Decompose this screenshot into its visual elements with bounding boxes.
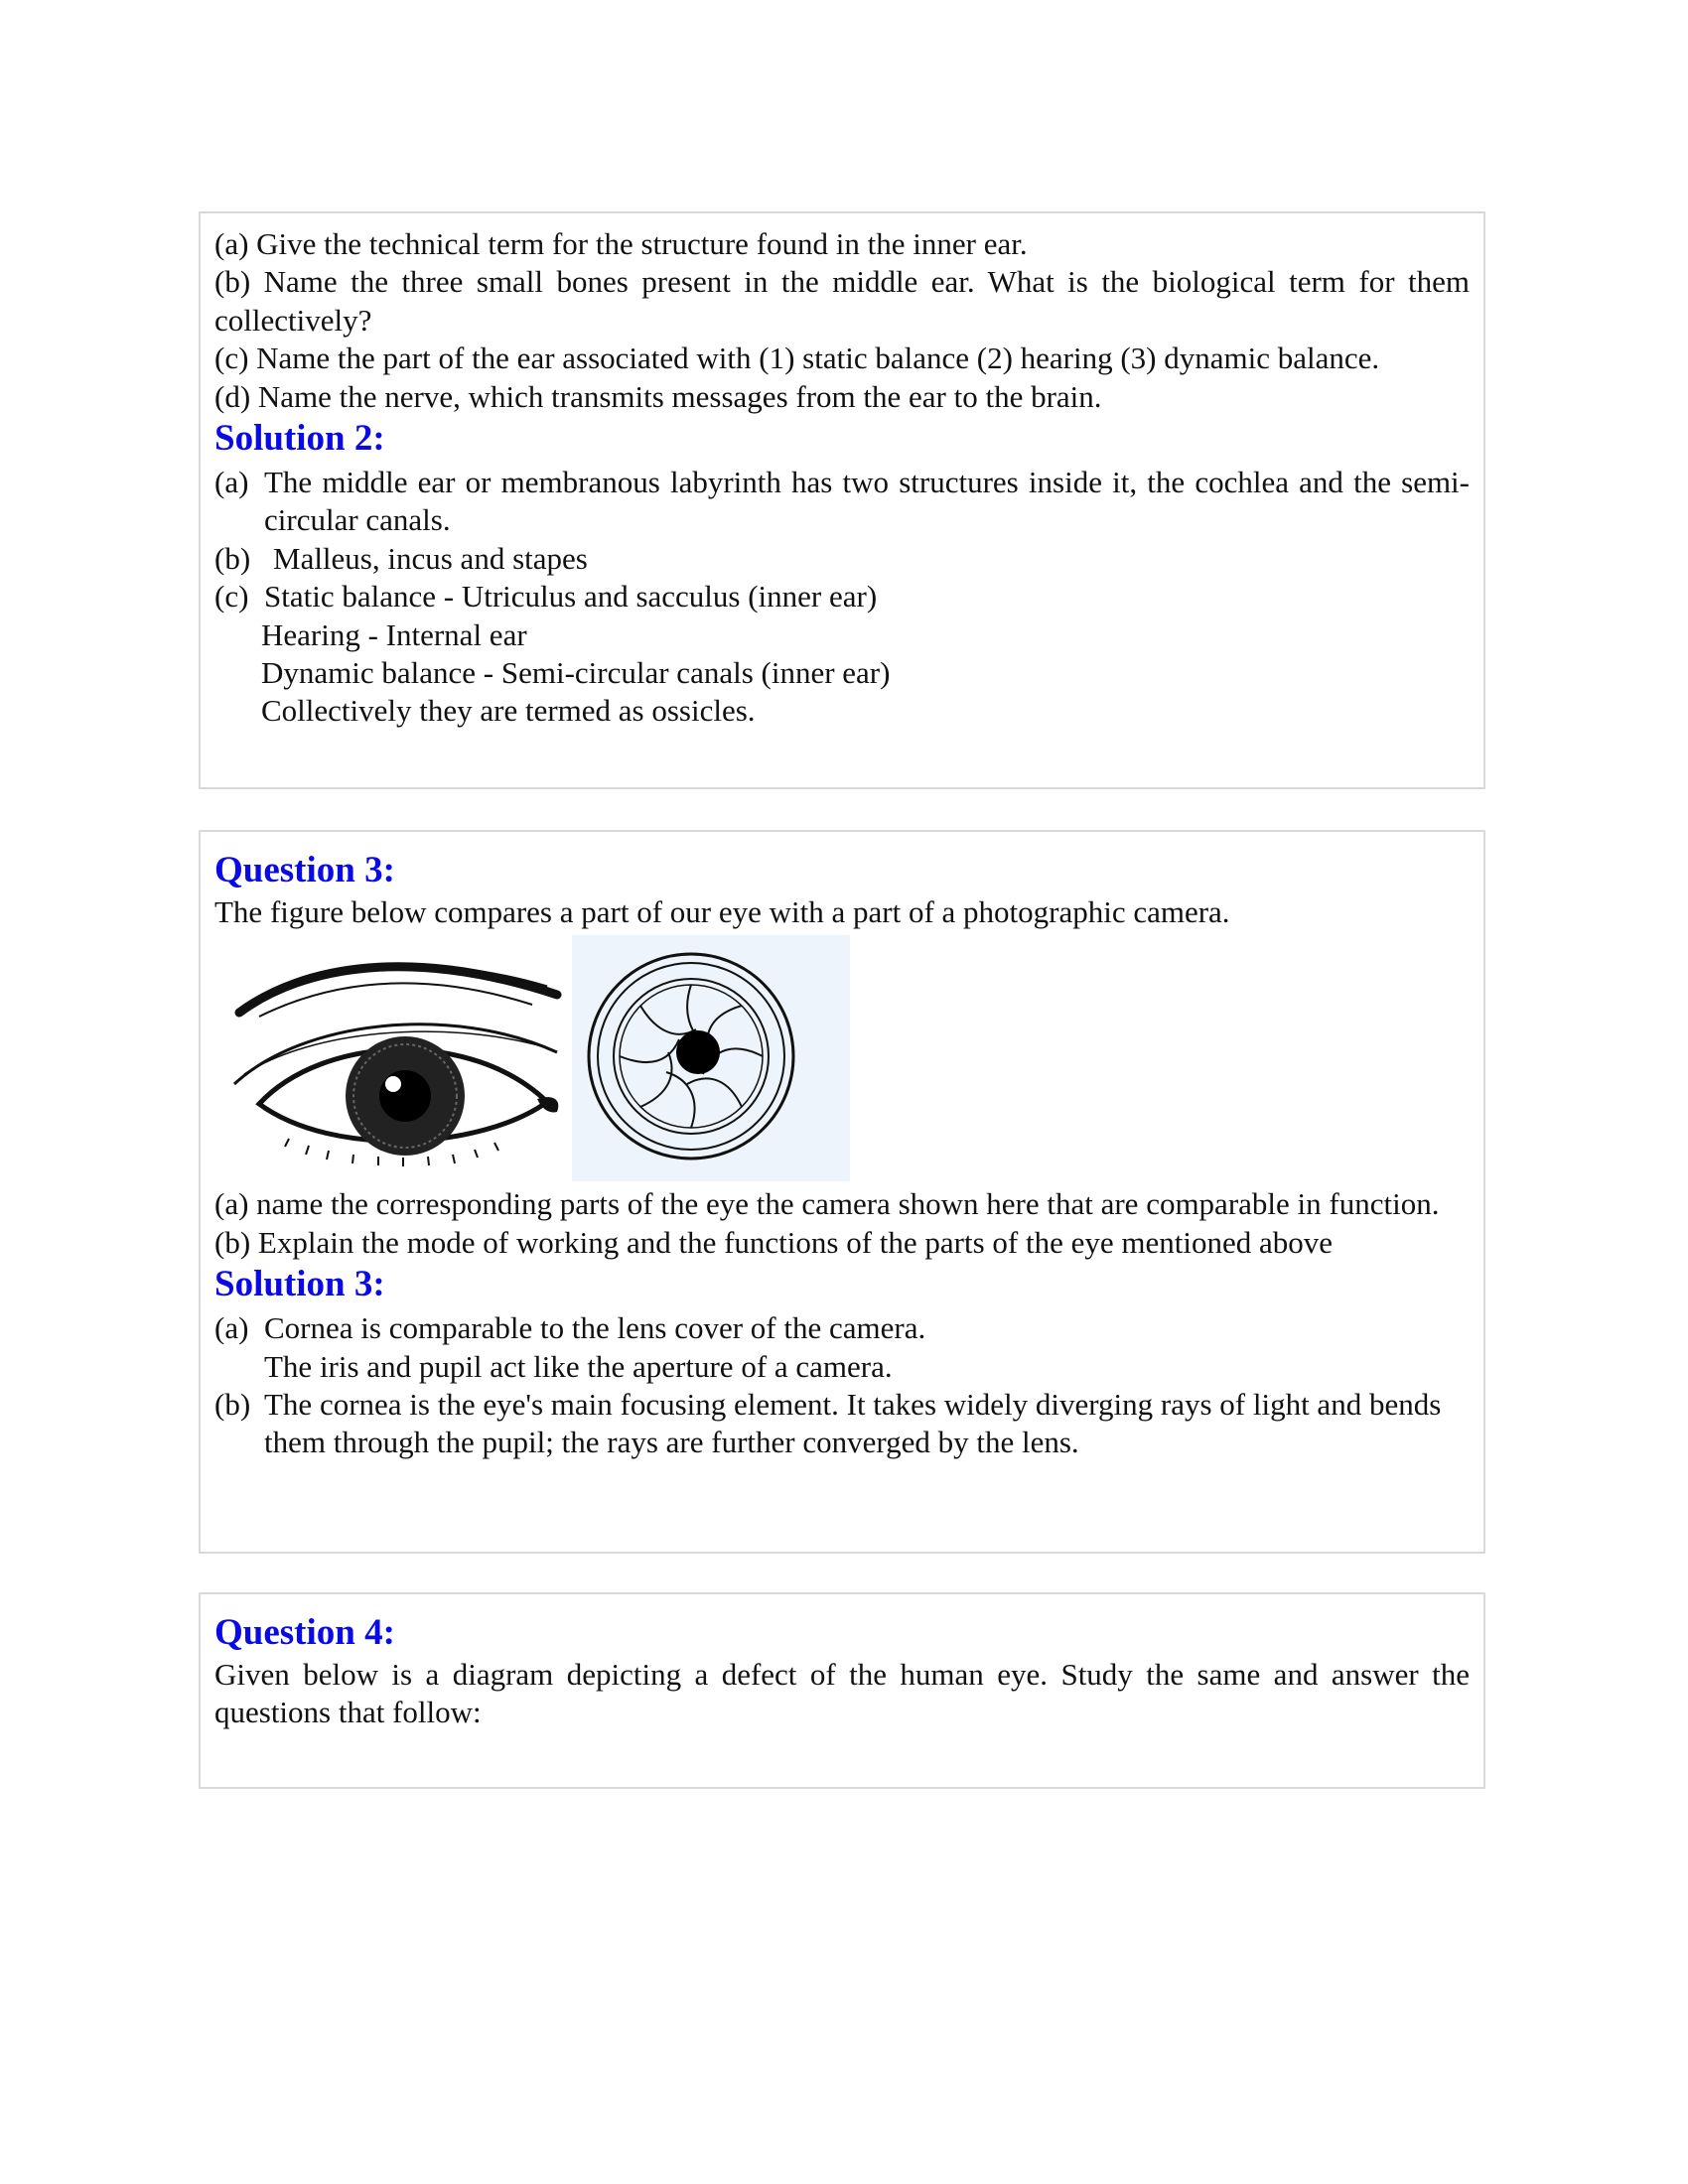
question-3-part-a: (a) name the corresponding parts of the eye the camera shown here that are comparable in function. xyxy=(214,1186,1440,1222)
solution-2-a-text: The middle ear or membranous labyrinth has two structures inside it, the cochlea and the semi-circular canals. xyxy=(264,465,1470,538)
question-3-part-b: (b) Explain the mode of working and the functions of the parts of the eye mentioned above xyxy=(214,1224,1334,1260)
question-2-box xyxy=(199,211,1485,789)
solution-3-a-text: Cornea is comparable to the lens cover of the camera. xyxy=(264,1310,926,1346)
solution-2-c-collective: Collectively they are termed as ossicles. xyxy=(261,693,756,729)
solution-2-a-label: (a) xyxy=(214,465,249,500)
solution-2-c-text: Static balance - Utriculus and sacculus (inner ear) xyxy=(264,579,878,614)
eye-camera-figure xyxy=(214,935,850,1181)
solution-3-b xyxy=(214,1386,1470,1462)
q2-part-d: (d) Name the nerve, which transmits messages from the ear to the brain. xyxy=(214,378,1102,414)
solution-3-b-text: The cornea is the eye's main focusing element. It takes widely diverging rays of light and bends them through the pupil; the rays are further converged by the lens. xyxy=(264,1387,1442,1460)
solution-3-a-label: (a) xyxy=(214,1310,249,1346)
question-4-heading: Question 4: xyxy=(214,1612,395,1653)
solution-2-a xyxy=(214,464,1470,540)
camera-aperture-drawing xyxy=(589,954,793,1159)
solution-3-b-label: (b) xyxy=(214,1387,251,1423)
solution-3-a-extra: The iris and pupil act like the aperture of a camera. xyxy=(264,1348,893,1384)
question-3-box xyxy=(199,830,1485,1554)
solution-2-b xyxy=(214,540,1470,578)
q2-part-b: (b) Name the three small bones present in the middle ear. What is the biological term for them collectively? xyxy=(214,264,1470,338)
solution-2-c-dynamic: Dynamic balance - Semi-circular canals (inner ear) xyxy=(261,655,891,691)
solution-2-b-label: (b) xyxy=(214,540,251,576)
solution-2-b-text: Malleus, incus and stapes xyxy=(273,540,588,576)
question-4-text: Given below is a diagram depicting a defect of the human eye. Study the same and answer the questions that follow: xyxy=(214,1657,1470,1730)
question-4-box xyxy=(199,1592,1485,1789)
solution-2-c-label: (c) xyxy=(214,579,249,614)
solution-2-c xyxy=(214,578,1470,615)
solution-3-a xyxy=(214,1309,1470,1347)
question-3-intro: The figure below compares a part of our eye with a part of a photographic camera. xyxy=(214,894,1230,929)
solution-3-heading: Solution 3: xyxy=(214,1264,385,1305)
solution-2-heading: Solution 2: xyxy=(214,418,385,460)
q2-part-a: (a) Give the technical term for the structure found in the inner ear. xyxy=(214,226,1028,261)
q2-part-c: (c) Name the part of the ear associated with (1) static balance (2) hearing (3) dynamic balance. xyxy=(214,341,1380,376)
solution-2-c-hearing: Hearing - Internal ear xyxy=(261,616,527,652)
question-3-heading: Question 3: xyxy=(214,850,395,890)
